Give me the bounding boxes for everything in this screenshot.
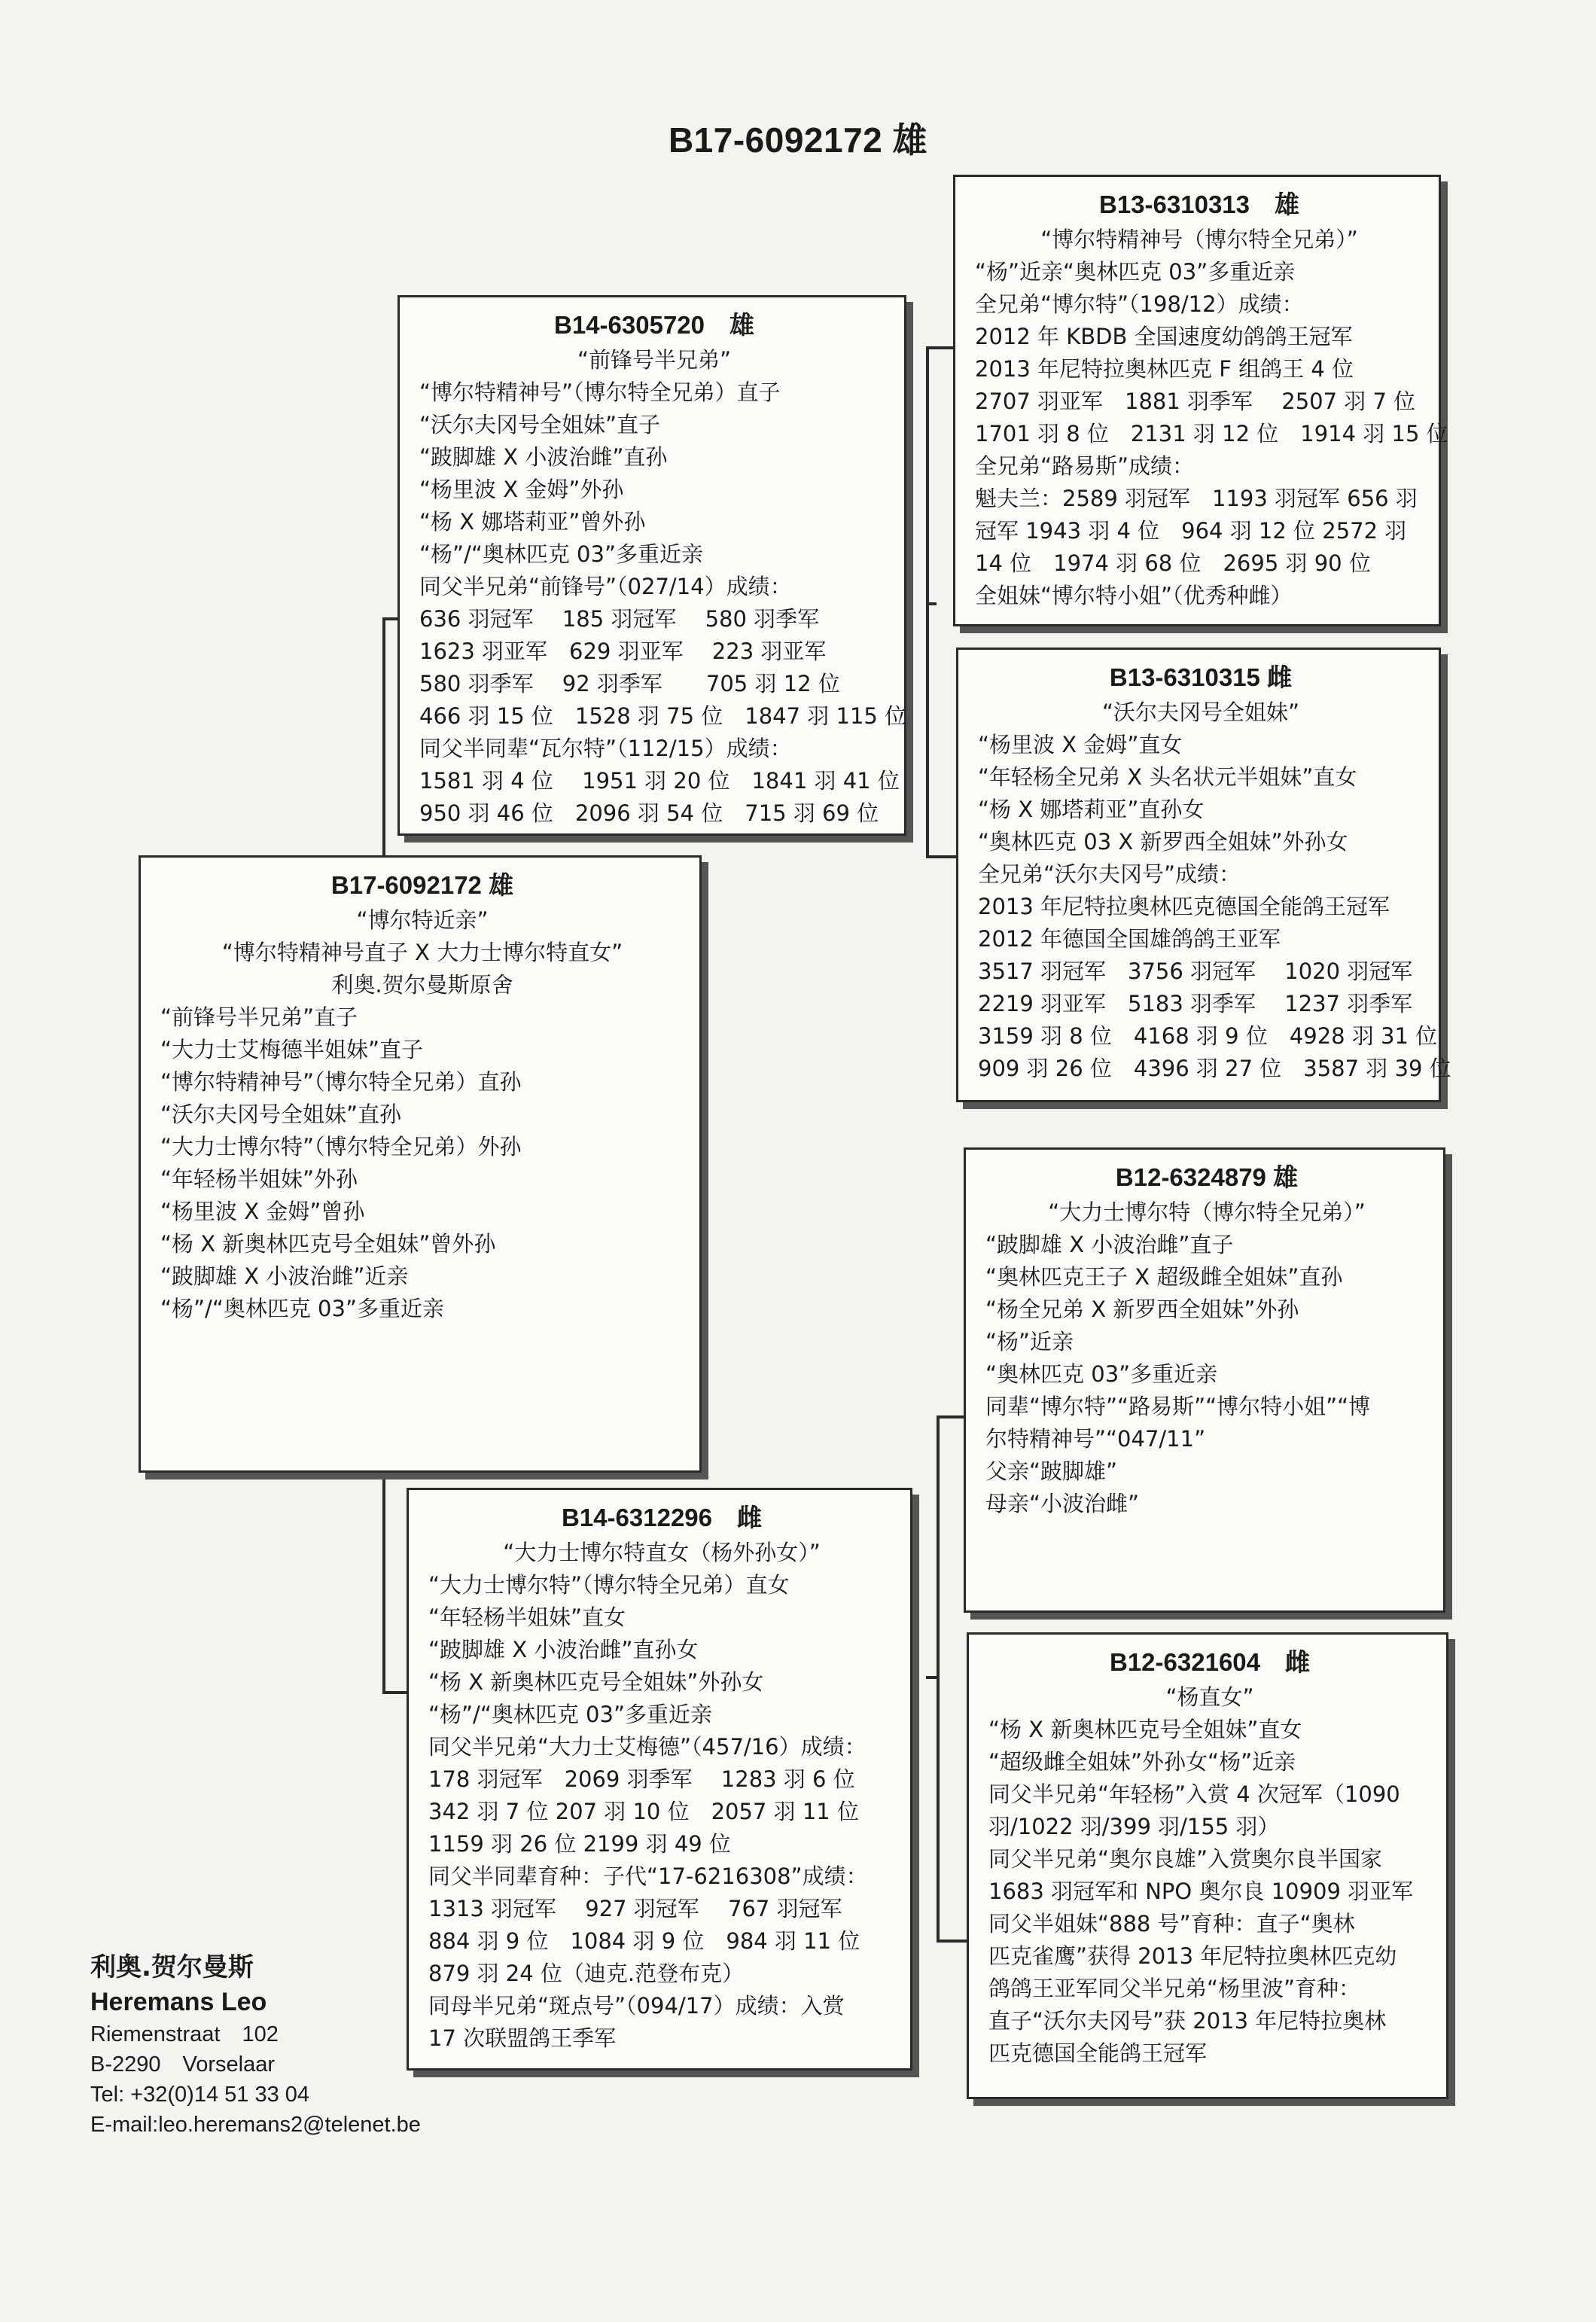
subject-line: “杨”/“奥林匹克 03”多重近亲 bbox=[160, 1296, 444, 1321]
dam-sire-line: “跛脚雄 X 小波治雌”直子 bbox=[985, 1232, 1234, 1257]
sire-line: “杨”/“奥林匹克 03”多重近亲 bbox=[419, 541, 703, 567]
connector-line bbox=[926, 346, 956, 349]
sire-sire-line: 全兄弟“路易斯”成绩： bbox=[975, 453, 1195, 479]
dam-line: “杨 X 新奥林匹克号全姐妹”外孙女 bbox=[428, 1669, 764, 1695]
sire-dam-line: “杨 X 娜塔莉亚”直孙女 bbox=[978, 797, 1205, 822]
dam-dam-line: 匹克德国全能鸽王冠军 bbox=[988, 2040, 1208, 2066]
sire-dam-ring-number: B13-6310315 雌 bbox=[1109, 663, 1293, 691]
dam-dam-line: “杨 X 新奥林匹克号全姐妹”直女 bbox=[988, 1717, 1302, 1742]
dam-sire-line: 母亲“小波治雌” bbox=[985, 1491, 1140, 1516]
sire-sire-line: 1701 羽 8 位 2131 羽 12 位 1914 羽 15 位 bbox=[975, 421, 1448, 446]
sire-dam-line: 2013 年尼特拉奥林匹克德国全能鸽王冠军 bbox=[978, 894, 1390, 919]
connector-line bbox=[937, 1940, 967, 1943]
subject-card bbox=[139, 855, 702, 1473]
dam-sire-line: “杨”近亲 bbox=[985, 1329, 1074, 1354]
connector-line bbox=[937, 1415, 940, 1943]
dam-sire-line: 尔特精神号”“047/11” bbox=[985, 1426, 1206, 1452]
breeder-contact bbox=[90, 1950, 421, 2140]
breeder-name-cn: 利奥.贺尔曼斯 bbox=[90, 1952, 254, 1982]
sire-nickname: “前锋号半兄弟” bbox=[577, 347, 732, 373]
subject-ring-number: B17-6092172 雄 bbox=[330, 871, 514, 899]
sire-dam-line: 3159 羽 8 位 4168 羽 9 位 4928 羽 31 位 bbox=[978, 1023, 1438, 1049]
sire-sire-line: 2013 年尼特拉奥林匹克 F 组鸽王 4 位 bbox=[975, 356, 1354, 382]
dam-sire-ring-number: B12-6324879 雄 bbox=[1115, 1163, 1299, 1191]
sire-dam-line: “奥林匹克 03 X 新罗西全姐妹”外孙女 bbox=[978, 829, 1348, 855]
dam-dam-line: 同父半兄弟“奥尔良雄”入赏奥尔良半国家 bbox=[988, 1846, 1383, 1872]
breeder-email: E-mail:leo.heremans2@telenet.be bbox=[90, 2113, 421, 2137]
sire-sire-line: “杨”近亲“奥林匹克 03”多重近亲 bbox=[975, 259, 1296, 285]
sire-sire-line: 2012 年 KBDB 全国速度幼鸽鸽王冠军 bbox=[975, 324, 1353, 349]
sire-sire-line: 冠军 1943 羽 4 位 964 羽 12 位 2572 羽 bbox=[975, 518, 1407, 544]
dam-sire-nickname: “大力士博尔特（博尔特全兄弟）” bbox=[1048, 1199, 1366, 1225]
dam-line: 同母半兄弟“斑点号”（094/17）成绩：入赏 bbox=[428, 1993, 845, 2019]
breeder-name-en: Heremans Leo bbox=[90, 1988, 267, 2016]
dam-sire-line: 父亲“跛脚雄” bbox=[985, 1458, 1118, 1484]
sire-line: 466 羽 15 位 1528 羽 75 位 1847 羽 115 位 bbox=[419, 703, 907, 729]
subject-line: “博尔特精神号直子 X 大力士博尔特直女” bbox=[221, 940, 623, 965]
dam-line: 1159 羽 26 位 2199 羽 49 位 bbox=[428, 1831, 731, 1857]
dam-dam-line: 匹克雀鹰”获得 2013 年尼特拉奥林匹克幼 bbox=[988, 1943, 1397, 1969]
dam-line: 17 次联盟鸽王季军 bbox=[428, 2025, 617, 2051]
dam-line: 178 羽冠军 2069 羽季军 1283 羽 6 位 bbox=[428, 1766, 855, 1792]
breeder-phone: Tel: +32(0)14 51 33 04 bbox=[90, 2083, 310, 2107]
dam-line: 同父半兄弟“大力士艾梅德”（457/16）成绩： bbox=[428, 1734, 867, 1760]
dam-line: “跛脚雄 X 小波治雌”直孙女 bbox=[428, 1637, 699, 1662]
sire-sire-nickname: “博尔特精神号（博尔特全兄弟）” bbox=[1040, 227, 1358, 252]
sire-line: “杨 X 娜塔莉亚”曾外孙 bbox=[419, 509, 646, 535]
subject-line: “大力士艾梅德半姐妹”直子 bbox=[160, 1037, 424, 1062]
sire-line: 同父半同辈“瓦尔特”（112/15）成绩： bbox=[419, 736, 792, 761]
dam-sire-line: “奥林匹克王子 X 超级雌全姐妹”直孙 bbox=[985, 1264, 1343, 1290]
dam-line: 1313 羽冠军 927 羽冠军 767 羽冠军 bbox=[428, 1896, 842, 1921]
subject-line: “杨里波 X 金姆”曾孙 bbox=[160, 1199, 365, 1224]
dam-dam-line: 同父半兄弟“年轻杨”入赏 4 次冠军（1090 bbox=[988, 1781, 1400, 1807]
page-title: B17-6092172 雄 bbox=[668, 120, 928, 160]
sire-dam-line: 全兄弟“沃尔夫冈号”成绩： bbox=[978, 861, 1241, 887]
connector-line bbox=[382, 617, 385, 873]
connector-line bbox=[926, 1676, 937, 1679]
dam-dam-line: 鸽鸽王亚军同父半兄弟“杨里波”育种： bbox=[988, 1976, 1361, 2001]
sire-card bbox=[397, 295, 906, 836]
sire-sire-line: 魁夫兰：2589 羽冠军 1193 羽冠军 656 羽 bbox=[975, 486, 1418, 511]
connector-line bbox=[926, 602, 937, 605]
sire-dam-line: 2219 羽亚军 5183 羽季军 1237 羽季军 bbox=[978, 991, 1413, 1016]
dam-sire-line: 同辈“博尔特”“路易斯”“博尔特小姐”“博 bbox=[985, 1394, 1371, 1419]
dam-line: 879 羽 24 位（迪克.范登布克） bbox=[428, 1961, 745, 1986]
connector-line bbox=[382, 1476, 385, 1694]
sire-line: 同父半兄弟“前锋号”（027/14）成绩： bbox=[419, 574, 792, 599]
sire-dam-line: 3517 羽冠军 3756 羽冠军 1020 羽冠军 bbox=[978, 958, 1413, 984]
dam-ring-number: B14-6312296 雌 bbox=[562, 1504, 762, 1531]
sire-sire-line: 全兄弟“博尔特”（198/12）成绩： bbox=[975, 291, 1304, 317]
dam-dam-nickname: “杨直女” bbox=[1165, 1684, 1254, 1710]
subject-line: “杨 X 新奥林匹克号全姐妹”曾外孙 bbox=[160, 1231, 496, 1257]
dam-dam-card bbox=[967, 1632, 1448, 2099]
subject-line: “年轻杨半姐妹”外孙 bbox=[160, 1166, 358, 1192]
sire-dam-line: 2012 年德国全国雄鸽鸽王亚军 bbox=[978, 926, 1281, 952]
sire-dam-line: “杨里波 X 金姆”直女 bbox=[978, 732, 1183, 757]
dam-sire-card bbox=[964, 1147, 1445, 1613]
sire-sire-card bbox=[953, 175, 1448, 626]
dam-dam-line: “超级雌全姐妹”外孙女“杨”近亲 bbox=[988, 1749, 1296, 1775]
connector-line bbox=[937, 1415, 967, 1418]
dam-nickname: “大力士博尔特直女（杨外孙女）” bbox=[503, 1540, 821, 1565]
sire-sire-line: 2707 羽亚军 1881 羽季军 2507 羽 7 位 bbox=[975, 389, 1416, 414]
sire-line: 636 羽冠军 185 羽冠军 580 羽季军 bbox=[419, 606, 820, 632]
subject-line: “博尔特精神号”（博尔特全兄弟）直孙 bbox=[160, 1069, 522, 1095]
connector-line bbox=[382, 1691, 408, 1694]
dam-line: “大力士博尔特”（博尔特全兄弟）直女 bbox=[428, 1572, 790, 1598]
subject-line: “跛脚雄 X 小波治雌”近亲 bbox=[160, 1263, 409, 1289]
subject-line: “前锋号半兄弟”直子 bbox=[160, 1004, 358, 1030]
dam-line: 同父半同辈育种：子代“17-6216308”成绩： bbox=[428, 1863, 868, 1889]
dam-dam-line: 1683 羽冠军和 NPO 奥尔良 10909 羽亚军 bbox=[988, 1879, 1414, 1904]
subject-nickname: “博尔特近亲” bbox=[356, 907, 489, 933]
breeder-street: Riemenstraat 102 bbox=[90, 2022, 279, 2046]
dam-line: “年轻杨半姐妹”直女 bbox=[428, 1604, 626, 1630]
dam-sire-line: “奥林匹克 03”多重近亲 bbox=[985, 1361, 1218, 1387]
dam-dam-ring-number: B12-6321604 雌 bbox=[1110, 1648, 1310, 1676]
subject-line: “大力士博尔特”（博尔特全兄弟）外孙 bbox=[160, 1134, 522, 1159]
sire-line: 1623 羽亚军 629 羽亚军 223 羽亚军 bbox=[419, 638, 827, 664]
sire-dam-card bbox=[956, 648, 1451, 1102]
sire-line: “跛脚雄 X 小波治雌”直孙 bbox=[419, 444, 668, 470]
sire-dam-line: 909 羽 26 位 4396 羽 27 位 3587 羽 39 位 bbox=[978, 1056, 1451, 1081]
subject-line: 利奥.贺尔曼斯原舍 bbox=[331, 972, 513, 998]
sire-ring-number: B14-6305720 雄 bbox=[554, 311, 754, 339]
dam-dam-line: 直子“沃尔夫冈号”获 2013 年尼特拉奥林 bbox=[988, 2008, 1387, 2034]
sire-sire-line: 全姐妹“博尔特小姐”（优秀种雌） bbox=[975, 583, 1293, 608]
connector-line bbox=[926, 855, 956, 858]
sire-line: “沃尔夫冈号全姐妹”直子 bbox=[419, 412, 661, 437]
sire-line: 950 羽 46 位 2096 羽 54 位 715 羽 69 位 bbox=[419, 800, 879, 826]
dam-line: “杨”/“奥林匹克 03”多重近亲 bbox=[428, 1702, 712, 1727]
dam-sire-line: “杨全兄弟 X 新罗西全姐妹”外孙 bbox=[985, 1297, 1299, 1322]
subject-line: “沃尔夫冈号全姐妹”直孙 bbox=[160, 1102, 402, 1127]
breeder-city: B-2290 Vorselaar bbox=[90, 2052, 276, 2077]
sire-line: 580 羽季军 92 羽季军 705 羽 12 位 bbox=[419, 671, 840, 696]
dam-dam-line: 羽/1022 羽/399 羽/155 羽） bbox=[988, 1814, 1280, 1839]
sire-dam-nickname: “沃尔夫冈号全姐妹” bbox=[1101, 699, 1300, 725]
dam-card bbox=[407, 1488, 912, 2071]
sire-dam-line: “年轻杨全兄弟 X 头名状元半姐妹”直女 bbox=[978, 764, 1357, 790]
sire-sire-ring-number: B13-6310313 雄 bbox=[1099, 190, 1299, 218]
sire-line: “博尔特精神号”（博尔特全兄弟）直子 bbox=[419, 379, 781, 405]
sire-line: “杨里波 X 金姆”外孙 bbox=[419, 477, 624, 502]
sire-sire-line: 14 位 1974 羽 68 位 2695 羽 90 位 bbox=[975, 550, 1371, 576]
dam-line: 342 羽 7 位 207 羽 10 位 2057 羽 11 位 bbox=[428, 1799, 859, 1824]
dam-line: 884 羽 9 位 1084 羽 9 位 984 羽 11 位 bbox=[428, 1928, 860, 1954]
dam-dam-line: 同父半姐妹“888 号”育种：直子“奥林 bbox=[988, 1911, 1355, 1937]
sire-line: 1581 羽 4 位 1951 羽 20 位 1841 羽 41 位 bbox=[419, 768, 900, 794]
